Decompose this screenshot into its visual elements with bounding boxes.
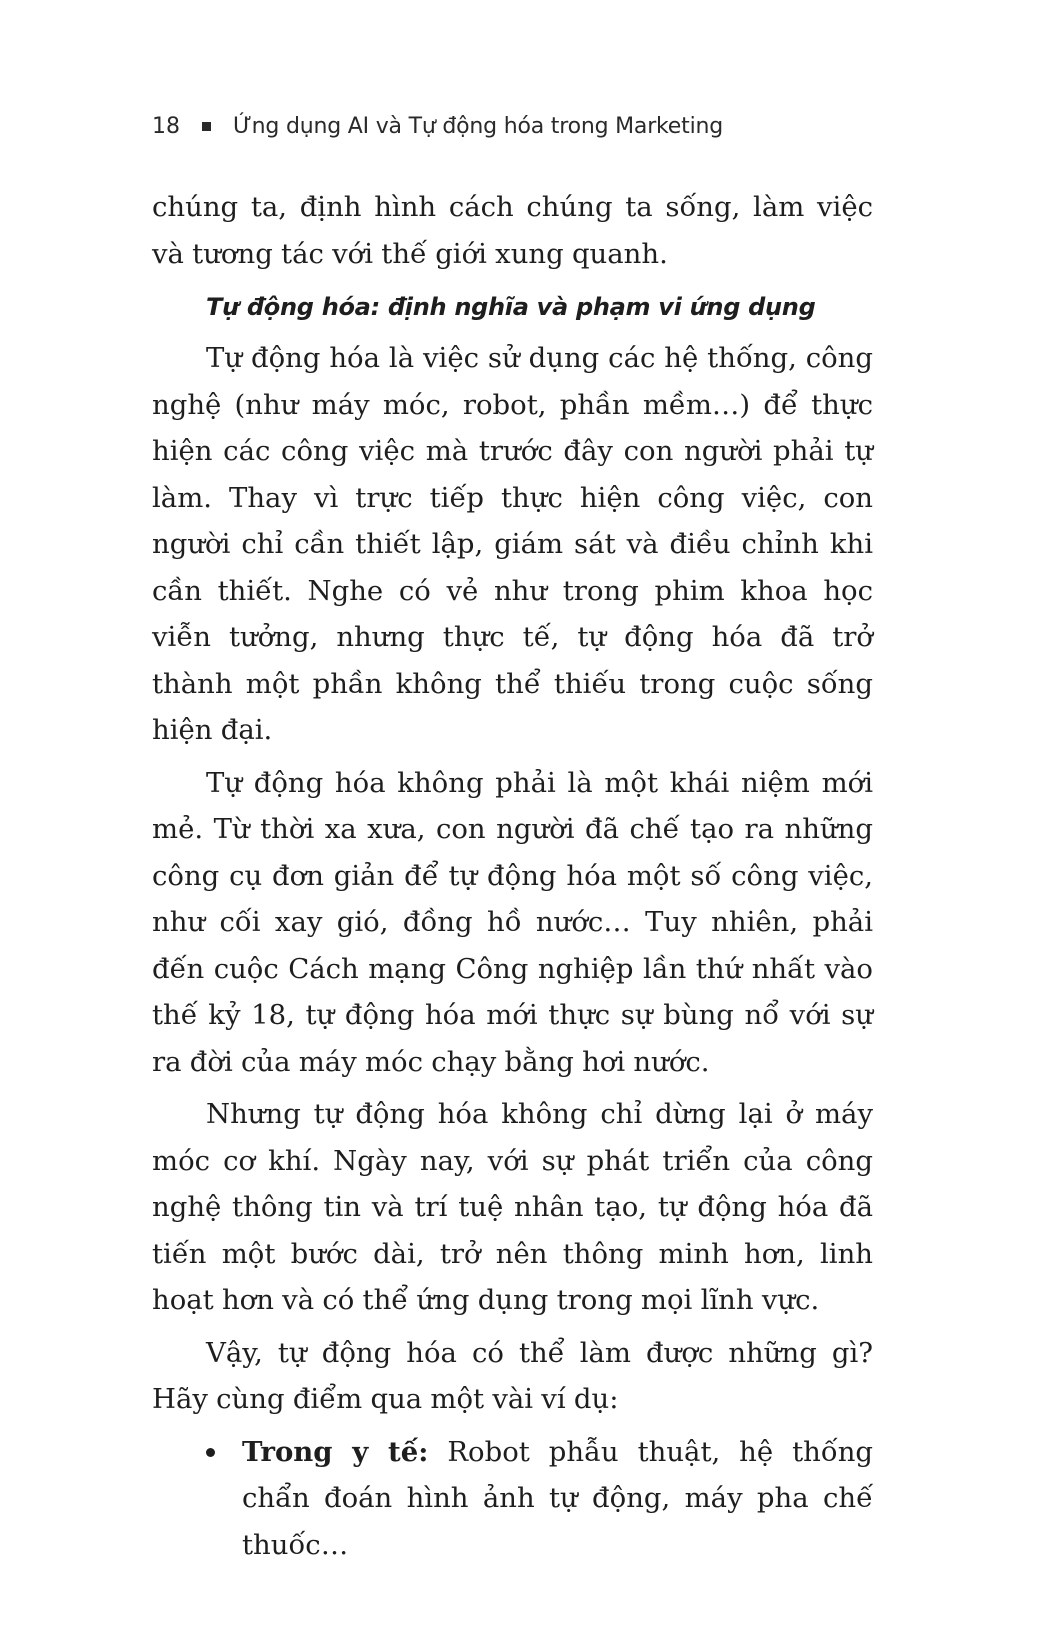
examples-list xyxy=(152,1429,873,1569)
list-item-label: Trong y tế: xyxy=(242,1435,429,1468)
square-bullet-icon xyxy=(202,122,211,131)
bullet-dot-icon xyxy=(206,1448,215,1457)
running-header xyxy=(152,110,872,142)
book-title: Ứng dụng AI và Tự động hóa trong Marketing xyxy=(233,113,723,139)
list-item xyxy=(152,1429,873,1569)
list-item-text xyxy=(242,1429,873,1569)
page-number: 18 xyxy=(152,113,180,139)
section-subheading: Tự động hóa: định nghĩa và phạm vi ứng dụng xyxy=(206,293,816,321)
paragraph-modern: Nhưng tự động hóa không chỉ dừng lại ở máy móc cơ khí. Ngày nay, với sự phát triển của công nghệ thông tin và trí tuệ nhân tạo, tự động hóa đã tiến một bước dài, trở nên thông minh hơn, linh hoạt hơn và có thể ứng dụng trong mọi lĩnh vực. xyxy=(152,1098,873,1316)
page-body xyxy=(152,184,873,1568)
paragraph-examples-intro: Vậy, tự động hóa có thể làm được những gì? Hãy cùng điểm qua một vài ví dụ: xyxy=(152,1336,873,1415)
list-item-body: Robot phẫu thuật, hệ thống chẩn đoán hình ảnh tự động, máy pha chế thuốc… xyxy=(242,1435,874,1561)
paragraph-definition: Tự động hóa là việc sử dụng các hệ thống, công nghệ (như máy móc, robot, phần mềm…) để thực hiện các công việc mà trước đây con người phải tự làm. Thay vì trực tiếp thực hiện công việc, con người chỉ cần thiết lập, giám sát và điều chỉnh khi cần thiết. Nghe có vẻ như trong phim khoa học viễn tưởng, nhưng thực tế, tự động hóa đã trở thành một phần không thể thiếu trong cuộc sống hiện đại. xyxy=(152,342,873,746)
paragraph-history: Tự động hóa không phải là một khái niệm mới mẻ. Từ thời xa xưa, con người đã chế tạo ra những công cụ đơn giản để tự động hóa một số công việc, như cối xay gió, đồng hồ nước… Tuy nhiên, phải đến cuộc Cách mạng Công nghiệp lần thứ nhất vào thế kỷ 18, tự động hóa mới thực sự bùng nổ với sự ra đời của máy móc chạy bằng hơi nước. xyxy=(152,766,873,1078)
paragraph-continuation: chúng ta, định hình cách chúng ta sống, làm việc và tương tác với thế giới xung quanh. xyxy=(152,191,873,270)
